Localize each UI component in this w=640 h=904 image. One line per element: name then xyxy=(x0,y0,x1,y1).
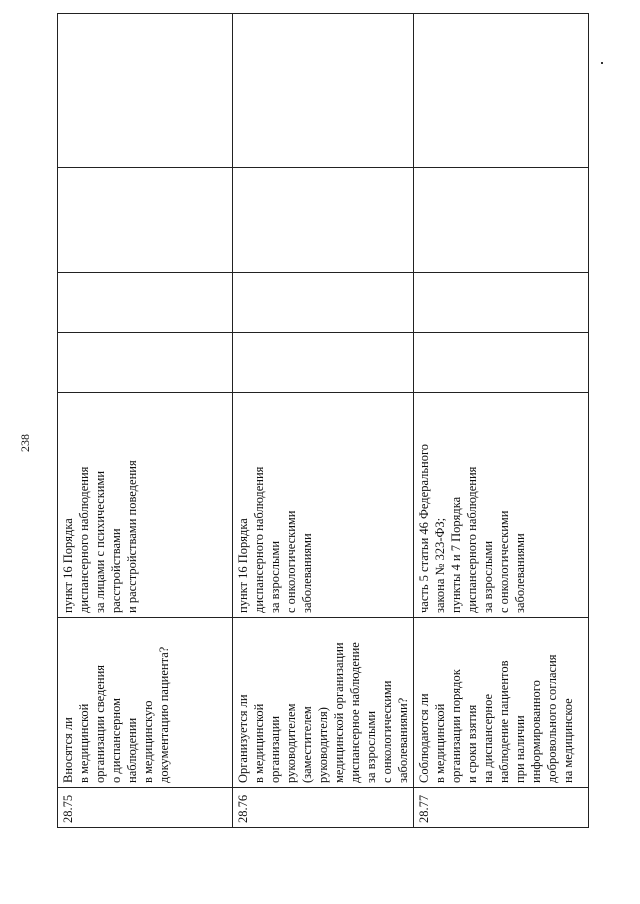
empty-cell xyxy=(414,14,589,168)
empty-cell xyxy=(58,333,233,393)
row-number: 28.77 xyxy=(414,788,589,828)
empty-cell xyxy=(58,14,233,168)
row-number: 28.75 xyxy=(58,788,233,828)
table-row-28-75 xyxy=(58,14,233,828)
reference-cell: часть 5 статьи 46 Федерального закона № 323-ФЗ; пункты 4 и 7 Порядка диспансерного наблюдения за взрослыми с онкологическими заболеваниями xyxy=(414,393,589,618)
reference-cell: пункт 16 Порядка диспансерного наблюдения за взрослыми с онкологическими заболеваниями xyxy=(233,393,414,618)
question-cell: Соблюдаются ли в медицинской организации порядок и сроки взятия на диспансерное наблюдение пациентов при наличии информированного добровольного согласия на медицинское xyxy=(414,618,589,788)
page-number: 238 xyxy=(18,434,32,452)
empty-cell xyxy=(233,14,414,168)
empty-cell xyxy=(414,168,589,273)
empty-cell xyxy=(58,273,233,333)
reference-cell: пункт 16 Порядка диспансерного наблюдения за лицами с психическими расстройствами и расстройствами поведения xyxy=(58,393,233,618)
question-cell: Вносятся ли в медицинской организации сведения о диспансерном наблюдении в медицинскую документацию пациента? xyxy=(58,618,233,788)
checklist-table xyxy=(57,13,589,828)
table-row-28-77 xyxy=(414,14,589,828)
empty-cell xyxy=(58,168,233,273)
table-row-28-76 xyxy=(233,14,414,828)
question-cell: Организуется ли в медицинской организации руководителем (заместителем руководителя) медицинской организации диспансерное наблюдение за взрослыми с онкологическими заболеваниями? xyxy=(233,618,414,788)
scan-speck xyxy=(601,62,603,64)
row-number: 28.76 xyxy=(233,788,414,828)
rotated-page xyxy=(57,14,582,828)
empty-cell xyxy=(414,333,589,393)
empty-cell xyxy=(233,168,414,273)
empty-cell xyxy=(233,333,414,393)
empty-cell xyxy=(233,273,414,333)
empty-cell xyxy=(414,273,589,333)
